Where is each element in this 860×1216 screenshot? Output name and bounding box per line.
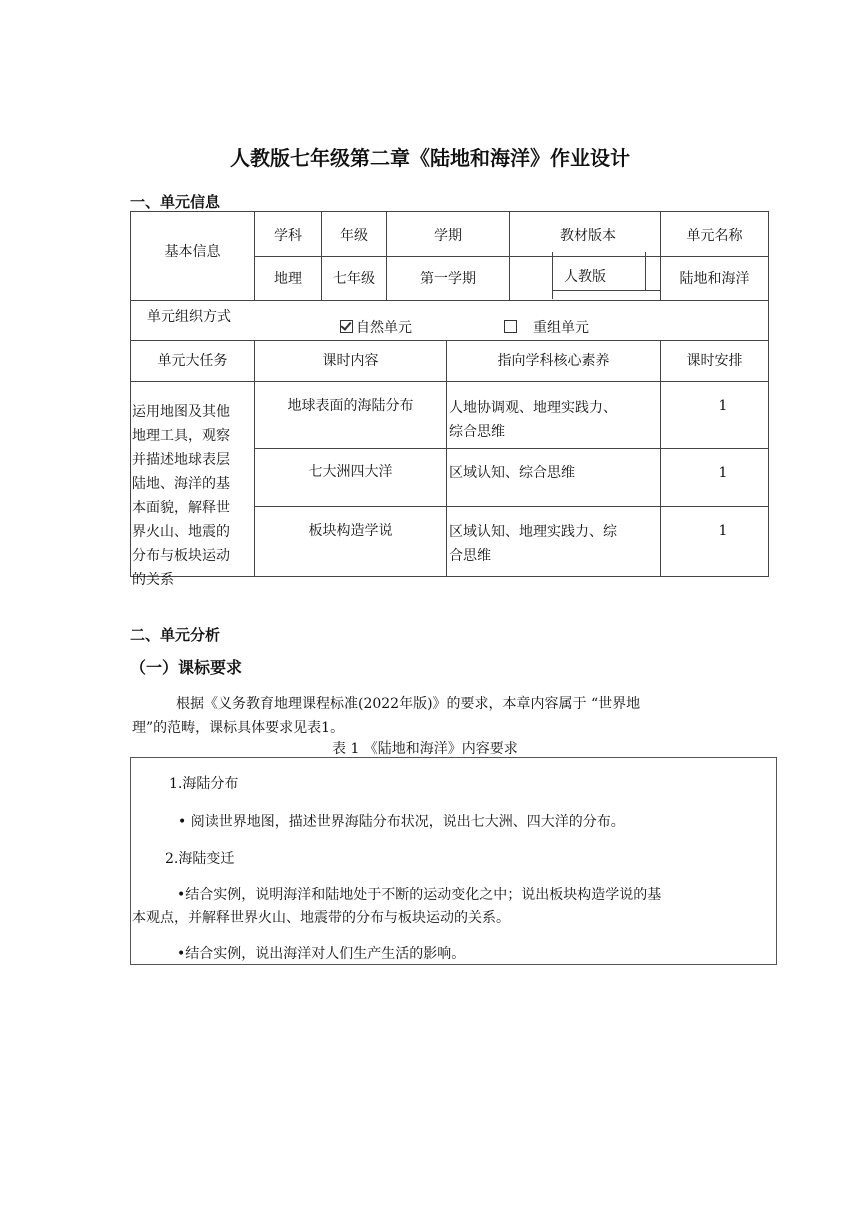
header-lesson-content: 课时内容: [322, 353, 379, 369]
sub-heading-curriculum: （一）课标要求: [130, 658, 243, 677]
value-unit-name: 陆地和海洋: [679, 271, 750, 287]
lesson-hours: 1: [718, 523, 728, 539]
req-title-land-sea-distribution: 1.海陆分布: [169, 776, 239, 792]
lesson-literacy: 区域认知、综合思维: [449, 465, 575, 481]
header-textbook-edition: 教材版本: [560, 228, 616, 244]
req-item: •结合实例，说出海洋对人们生产生活的影响。: [177, 946, 466, 962]
req-item-continued: 本观点，并解释世界火山、地震带的分布与板块运动的关系。: [132, 910, 510, 926]
lesson-content: 七大洲四大洋: [308, 464, 393, 480]
header-semester: 学期: [434, 228, 462, 244]
value-textbook-edition: 人教版: [564, 269, 606, 285]
section-heading-unit-analysis: 二、单元分析: [130, 626, 221, 644]
org-option-natural[interactable]: [340, 316, 412, 340]
org-option-natural-label: 自然单元: [356, 320, 412, 336]
value-grade: 七年级: [333, 271, 375, 287]
basic-info-label: 基本信息: [164, 244, 221, 260]
checkbox-empty-icon[interactable]: [504, 320, 517, 333]
req-item: • 阅读世界地图，描述世界海陆分布状况，说出七大洲、四大洋的分布。: [178, 814, 625, 830]
value-semester: 第一学期: [420, 271, 476, 287]
paragraph-line: 根据《义务教育地理课程标准(2022年版)》的要求，本章内容属于 “世界地: [176, 696, 641, 712]
section-heading-unit-info: 一、单元信息: [130, 193, 221, 211]
checkbox-checked-icon[interactable]: [340, 320, 353, 333]
header-unit-name: 单元名称: [686, 228, 743, 244]
req-title-land-sea-change: 2.海陆变迁: [165, 851, 235, 867]
header-class-hours: 课时安排: [686, 353, 743, 369]
lesson-content: 板块构造学说: [308, 523, 393, 539]
org-option-regroup[interactable]: [504, 316, 589, 340]
value-subject: 地理: [274, 271, 302, 287]
lesson-hours: 1: [718, 465, 728, 481]
org-option-regroup-label: 重组单元: [533, 320, 589, 336]
lesson-content: 地球表面的海陆分布: [287, 398, 414, 414]
table-caption: 表 1 《陆地和海洋》内容要求: [332, 741, 518, 757]
document-title: 人教版七年级第二章《陆地和海洋》作业设计: [230, 146, 630, 170]
header-big-task: 单元大任务: [157, 353, 228, 369]
header-subject: 学科: [274, 228, 302, 244]
big-task-text: 运用地图及其他 地理工具，观察 并描述地球表层 陆地、海洋的基 本面貌，解释世 界火山、地震的 分布与板块运动 的关系: [132, 404, 230, 588]
lesson-literacy: 人地协调观、地理实践力、 综合思维: [449, 400, 617, 440]
lesson-hours: 1: [718, 398, 728, 414]
lesson-literacy: 区域认知、地理实践力、综 合思维: [449, 524, 617, 564]
paragraph-line: 理”的范畴，课标具体要求见表1。: [132, 720, 345, 736]
org-method-label: 单元组织方式: [147, 309, 231, 325]
req-item: •结合实例，说明海洋和陆地处于不断的运动变化之中；说出板块构造学说的基: [177, 887, 662, 903]
header-core-literacy: 指向学科核心素养: [497, 353, 610, 369]
header-grade: 年级: [340, 228, 368, 244]
